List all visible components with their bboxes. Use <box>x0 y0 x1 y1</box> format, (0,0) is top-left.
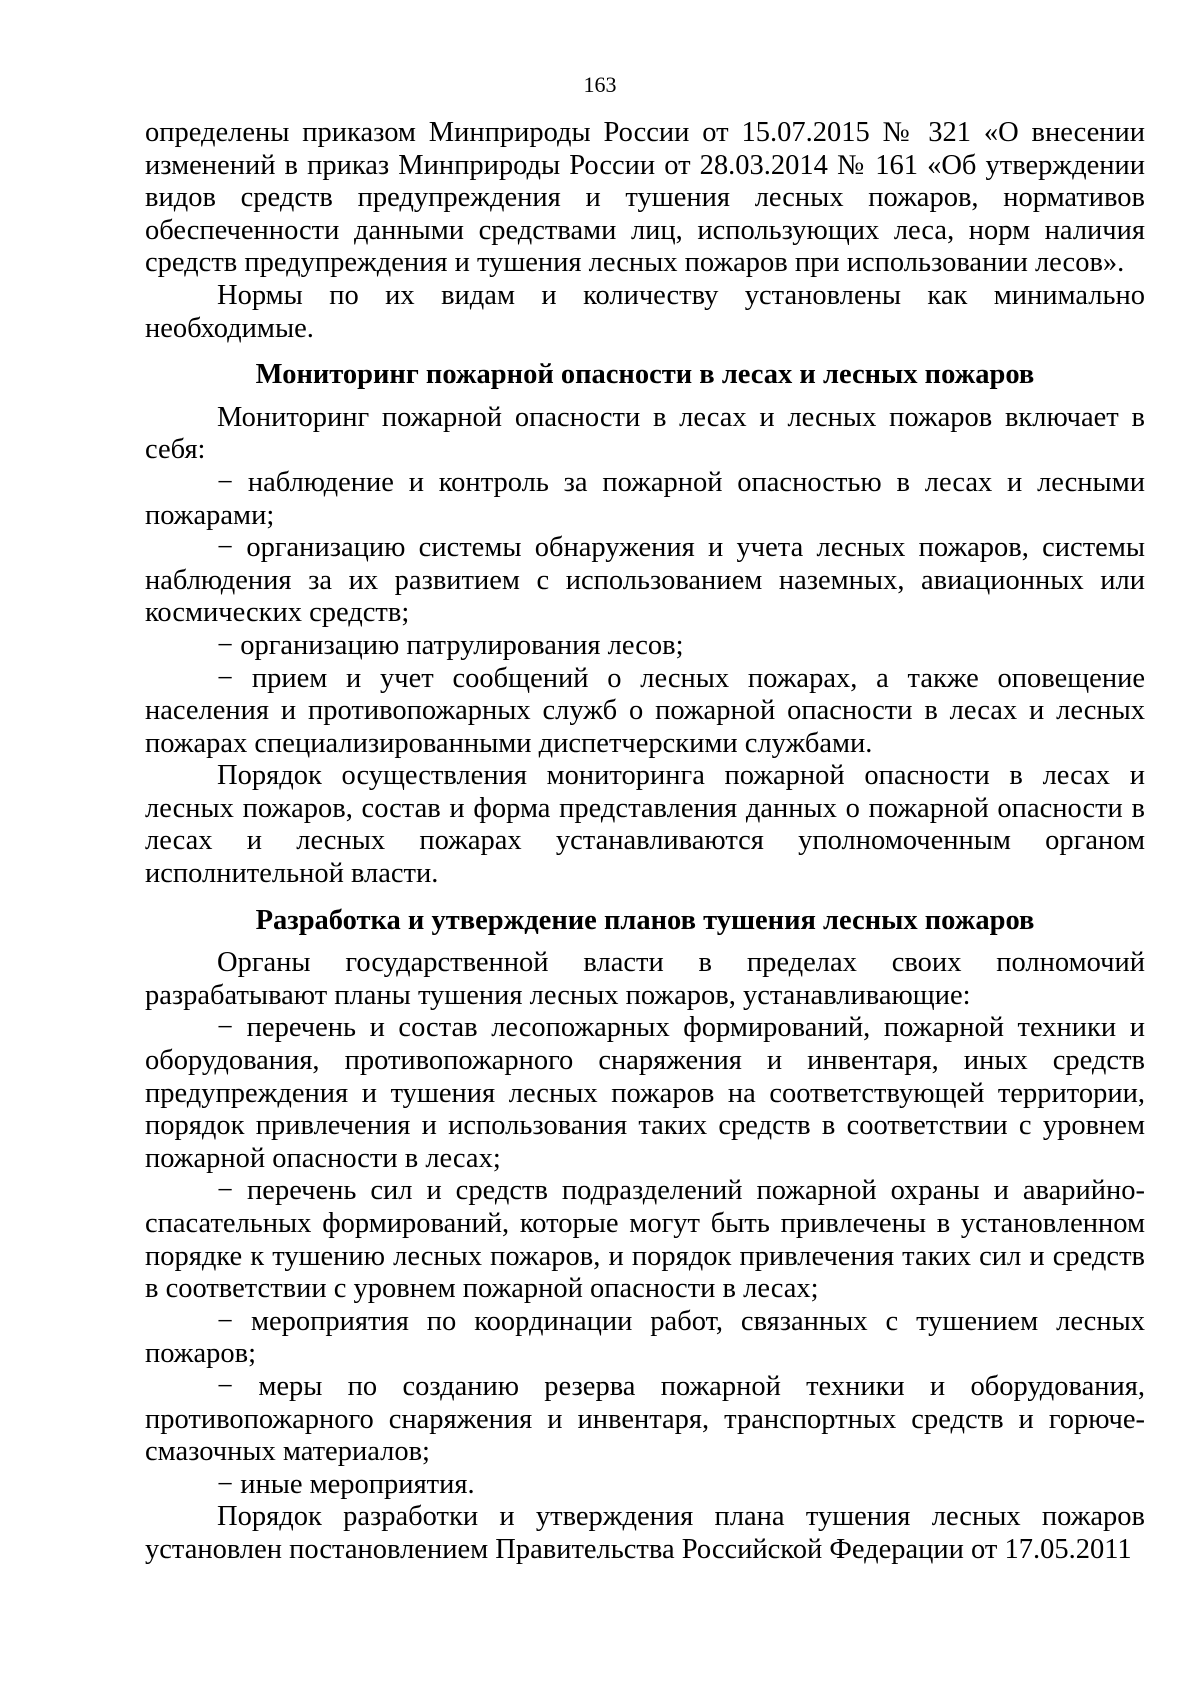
list-item: − прием и учет сообщений о лесных пожарах, а также оповещение населения и противопожарных служб о пожарной опасности в лесах и лесных пожарах специализированными диспетчерскими службами. <box>145 662 1145 759</box>
list-item: − меры по созданию резерва пожарной техники и оборудования, противопожарного снаряжения и инвентаря, транспортных средств и горюче-смазочных материалов; <box>145 1370 1145 1468</box>
list-item: − иные мероприятия. <box>217 1468 475 1500</box>
list-item: − организацию системы обнаружения и учета лесных пожаров, системы наблюдения за их развитием с использованием наземных, авиационных или космических средств; <box>145 532 1145 629</box>
list-item: − организацию патрулирования лесов; <box>217 629 684 661</box>
paragraph: определены приказом Минприроды России от 15.07.2015 № 321 «О внесении изменений в приказ Минприроды России от 28.03.2014 № 161 «Об утверждении видов средств предупреждения и тушения лесных пожаров, нормативов обеспеченности данными средствами лиц, использующих леса, норм наличия средств предупреждения и тушения лесных пожаров при использовании лесов». <box>145 117 1145 279</box>
document-body <box>145 117 1145 1567</box>
paragraph: Мониторинг пожарной опасности в лесах и лесных пожаров включает в себя: <box>145 401 1145 466</box>
list-item: − перечень сил и средств подразделений пожарной охраны и аварийно-спасательных формирований, которые могут быть привлечены в установленном порядке к тушению лесных пожаров, и порядок привлечения таких сил и средств в соответствии с уровнем пожарной опасности в лесах; <box>145 1175 1145 1305</box>
paragraph: Порядок разработки и утверждения плана тушения лесных пожаров установлен постановлением Правительства Российской Федерации от 17.05.2011 <box>145 1501 1145 1565</box>
section-heading: Разработка и утверждение планов тушения лесных пожаров <box>255 904 1035 936</box>
paragraph: Органы государственной власти в пределах своих полномочий разрабатывают планы тушения лесных пожаров, устанавливающие: <box>145 947 1145 1011</box>
list-item: − наблюдение и контроль за пожарной опасностью в лесах и лесными пожарами; <box>145 466 1145 531</box>
section-heading: Мониторинг пожарной опасности в лесах и лесных пожаров <box>255 359 1035 391</box>
list-item: − мероприятия по координации работ, связанных с тушением лесных пожаров; <box>145 1305 1145 1370</box>
list-item: − перечень и состав лесопожарных формирований, пожарной техники и оборудования, противопожарного снаряжения и инвентаря, иных средств предупреждения и тушения лесных пожаров на соответствующей территории, порядок привлечения и использования таких средств в соответствии с уровнем пожарной опасности в лесах; <box>145 1012 1145 1174</box>
page-number: 163 <box>583 72 617 97</box>
paragraph: Порядок осуществления мониторинга пожарной опасности в лесах и лесных пожаров, состав и форма представления данных о пожарной опасности в лесах и лесных пожарах устанавливаются уполномоченным органом исполнительной власти. <box>145 760 1145 890</box>
paragraph: Нормы по их видам и количеству установлены как минимально необходимые. <box>145 279 1145 344</box>
